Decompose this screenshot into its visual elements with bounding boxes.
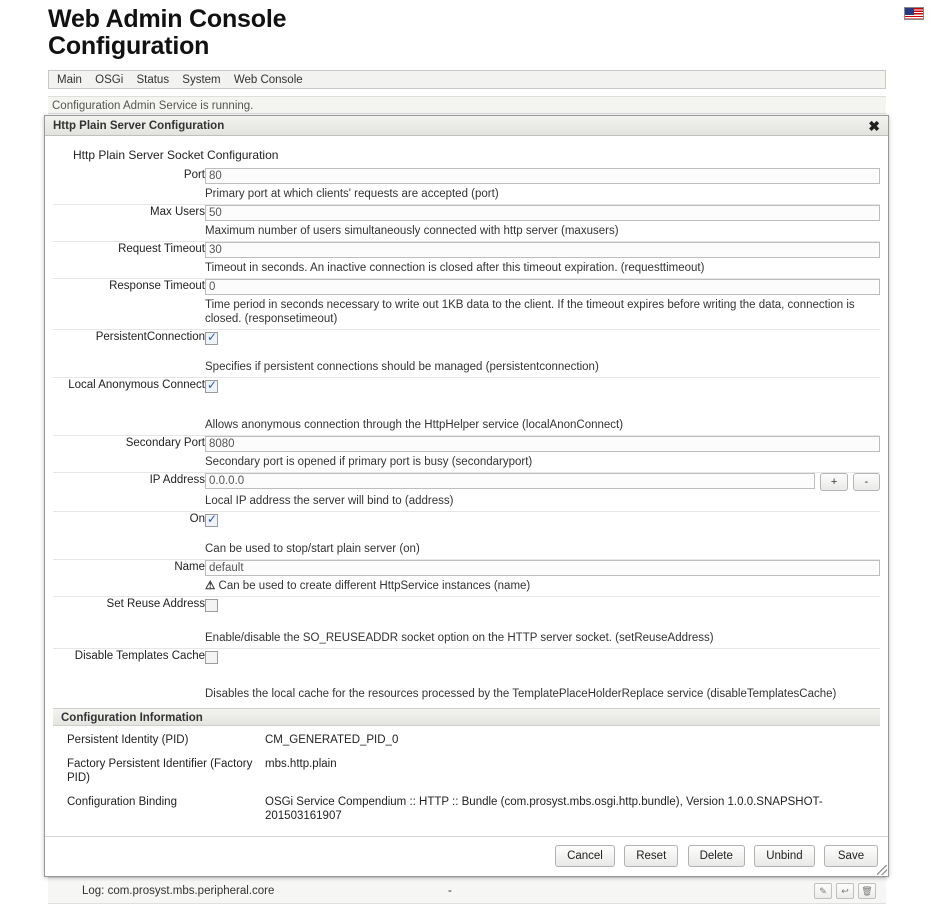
secondary-port-input[interactable] [205, 436, 880, 452]
info-value-configuration-binding: OSGi Service Compendium :: HTTP :: Bundle (com.prosyst.mbs.osgi.http.bundle), Version 1.0.0.SNAPSHOT-201503161907 [265, 796, 823, 822]
info-key-configuration-binding: Configuration Binding [67, 796, 177, 808]
http-plain-server-configuration-dialog [44, 115, 889, 877]
field-label-port: Port [183, 169, 205, 181]
persistent-connection-checkbox[interactable] [205, 332, 218, 345]
info-key-factory-pid: Factory Persistent Identifier (Factory PID) [67, 758, 253, 784]
dialog-body [45, 136, 888, 828]
disable-templates-cache-checkbox[interactable] [205, 651, 218, 664]
field-hint-response-timeout: Time period in seconds necessary to write out 1KB data to the client. If the timeout expires before writing the data, connection is closed. (responsetimeout) [205, 299, 855, 325]
max-users-input[interactable] [205, 205, 880, 221]
field-label-name: Name [174, 561, 205, 573]
unbind-icon[interactable]: ↩ [836, 883, 854, 899]
field-label-max-users: Max Users [150, 206, 205, 218]
field-label-persistent-connection: PersistentConnection [95, 331, 205, 343]
page-title [48, 4, 934, 60]
field-hint-name-text: Can be used to create different HttpService instances (name) [218, 580, 531, 592]
row-actions [814, 883, 886, 899]
page-title-line1: Web Admin Console [48, 5, 287, 33]
reset-button[interactable]: Reset [624, 845, 678, 867]
field-row-response-timeout [53, 279, 880, 330]
field-hint-secondary-port: Secondary port is opened if primary port is busy (secondaryport) [205, 456, 533, 468]
field-row-max-users [53, 205, 880, 242]
port-input[interactable] [205, 168, 880, 184]
field-hint-set-reuse-address: Enable/disable the SO_REUSEADDR socket option on the HTTP server socket. (setReuseAddress) [205, 632, 714, 644]
name-input[interactable] [205, 560, 880, 576]
main-navbar [48, 70, 886, 89]
field-row-request-timeout [53, 242, 880, 279]
field-hint-disable-templates-cache: Disables the local cache for the resources processed by the TemplatePlaceHolderReplace service (disableTemplatesCache) [205, 688, 837, 700]
dialog-titlebar [45, 116, 888, 136]
info-row-configuration-binding [53, 790, 880, 828]
remove-ip-address-button[interactable]: - [853, 473, 880, 491]
delete-icon[interactable]: 🗑 [858, 883, 876, 899]
configuration-information-table [53, 728, 880, 828]
request-timeout-input[interactable] [205, 242, 880, 258]
section-label: Http Plain Server Socket Configuration [73, 148, 279, 162]
info-row-pid [53, 728, 880, 752]
field-hint-on: Can be used to stop/start plain server (on) [205, 543, 420, 555]
unbind-button[interactable]: Unbind [754, 845, 814, 867]
field-hint-port: Primary port at which clients' requests are accepted (port) [205, 188, 499, 200]
row-name: Log: com.prosyst.mbs.peripheral.core [82, 884, 275, 897]
close-icon[interactable]: ✖ [868, 118, 880, 134]
save-button[interactable]: Save [824, 845, 878, 867]
field-row-local-anonymous-connect [53, 378, 880, 436]
field-label-response-timeout: Response Timeout [109, 280, 205, 292]
info-key-pid: Persistent Identity (PID) [67, 734, 189, 746]
nav-item-osgi[interactable]: OSGi [95, 74, 124, 86]
local-anonymous-connect-checkbox[interactable] [205, 380, 218, 393]
dialog-title-text: Http Plain Server Configuration [53, 120, 225, 132]
nav-item-main[interactable]: Main [57, 74, 82, 86]
field-hint-request-timeout: Timeout in seconds. An inactive connection is closed after this timeout expiration. (requesttimeout) [205, 262, 705, 274]
field-row-name [53, 560, 880, 597]
add-ip-address-button[interactable]: + [820, 473, 847, 491]
warning-icon: ⚠ [205, 580, 216, 592]
delete-button[interactable]: Delete [688, 845, 745, 867]
set-reuse-address-checkbox[interactable] [205, 599, 218, 612]
dialog-resize-handle[interactable] [877, 865, 887, 875]
field-label-disable-templates-cache: Disable Templates Cache [74, 650, 205, 662]
field-label-request-timeout: Request Timeout [118, 243, 205, 255]
response-timeout-input[interactable] [205, 279, 880, 295]
field-row-secondary-port [53, 436, 880, 473]
field-hint-persistent-connection: Specifies if persistent connections should be managed (persistentconnection) [205, 361, 599, 373]
configuration-form [53, 168, 880, 704]
info-value-factory-pid: mbs.http.plain [265, 758, 337, 770]
field-row-ip-address [53, 473, 880, 512]
field-label-local-anonymous-connect: Local Anonymous Connect [68, 379, 205, 391]
row-value: - [448, 884, 452, 897]
cancel-button[interactable]: Cancel [555, 845, 615, 867]
field-hint-name [205, 576, 880, 596]
field-label-ip-address: IP Address [149, 474, 205, 486]
on-checkbox[interactable] [205, 514, 218, 527]
configuration-information-heading: Configuration Information [53, 708, 880, 726]
dialog-footer [45, 836, 888, 876]
field-label-secondary-port: Secondary Port [125, 437, 205, 449]
field-label-on: On [189, 513, 205, 525]
nav-item-web-console[interactable]: Web Console [233, 74, 303, 86]
page-title-line2: Configuration [48, 32, 210, 60]
ip-address-input[interactable] [205, 473, 815, 489]
field-row-persistent-connection [53, 330, 880, 378]
nav-item-system[interactable]: System [182, 74, 221, 86]
field-row-port [53, 168, 880, 205]
status-message: Configuration Admin Service is running. [48, 96, 886, 114]
nav-item-status[interactable]: Status [136, 74, 170, 86]
table-row[interactable] [48, 878, 886, 904]
field-hint-local-anonymous-connect: Allows anonymous connection through the HttpHelper service (localAnonConnect) [205, 419, 624, 431]
info-value-pid: CM_GENERATED_PID_0 [265, 734, 399, 746]
edit-icon[interactable]: ✎ [814, 883, 832, 899]
field-label-set-reuse-address: Set Reuse Address [106, 598, 205, 610]
us-flag-icon[interactable] [904, 7, 924, 20]
info-row-factory-pid [53, 752, 880, 790]
field-hint-max-users: Maximum number of users simultaneously connected with http server (maxusers) [205, 225, 619, 237]
field-row-set-reuse-address [53, 597, 880, 649]
field-row-disable-templates-cache [53, 649, 880, 705]
field-row-on [53, 512, 880, 560]
page-header [0, 0, 934, 60]
field-hint-ip-address: Local IP address the server will bind to (address) [205, 495, 454, 507]
